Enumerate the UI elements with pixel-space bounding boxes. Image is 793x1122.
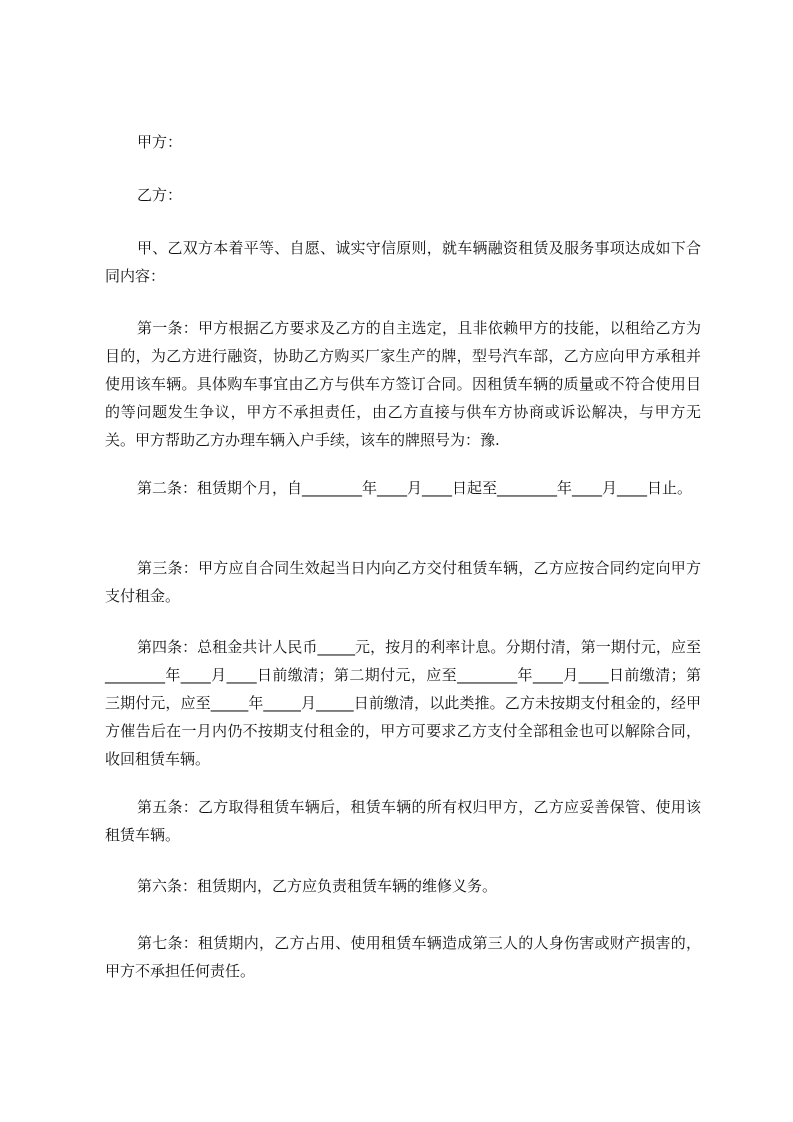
article-3: 第三条：甲方应自合同生效起当日内向乙方交付租赁车辆，乙方应按合同约定向甲方支付租金。 [105,559,701,605]
party-b-line: 乙方： [137,186,183,204]
article-2: 第二条：租赁期个月，自________年____月____日起至________年____月____日止。 [137,479,693,497]
article-5: 第五条：乙方取得租赁车辆后，租赁车辆的所有权归甲方，乙方应妥善保管、使用该租赁车辆。 [105,798,701,844]
article-1: 第一条：甲方根据乙方要求及乙方的自主选定，且非依赖甲方的技能，以租给乙方为目的，为乙方进行融资，协助乙方购买厂家生产的牌，型号汽车部，乙方应向甲方承租并使用该车辆。具体购车事宜由乙方与供车方签订合同。因租赁车辆的质量或不符合使用目的等问题发生争议，甲方不承担责任，由乙方直接与供车方协商或诉讼解决，与甲方无关。甲方帮助乙方办理车辆入户手续，该车的牌照号为：豫. [105,319,701,449]
article-4: 第四条：总租金共计人民币_____元，按月的利率计息。分期付清，第一期付元，应至________年____月____日前缴清；第二期付元，应至________年____月____日前缴清；第三期付元，应至_____年_____月_____日前缴清，以此类推。乙方未按期支付租金的，经甲方催告后在一月内仍不按期支付租金的，甲方可要求乙方支付全部租金也可以解除合同，收回租赁车辆。 [105,638,701,768]
intro-paragraph: 甲、乙双方本着平等、自愿、诚实守信原则，就车辆融资租赁及服务事项达成如下合同内容： [105,239,701,285]
article-7: 第七条：租赁期内，乙方占用、使用租赁车辆造成第三人的人身伤害或财产损害的，甲方不承担任何责任。 [105,934,701,980]
party-a-line: 甲方： [137,133,183,151]
article-6: 第六条：租赁期内，乙方应负责租赁车辆的维修义务。 [137,877,498,895]
